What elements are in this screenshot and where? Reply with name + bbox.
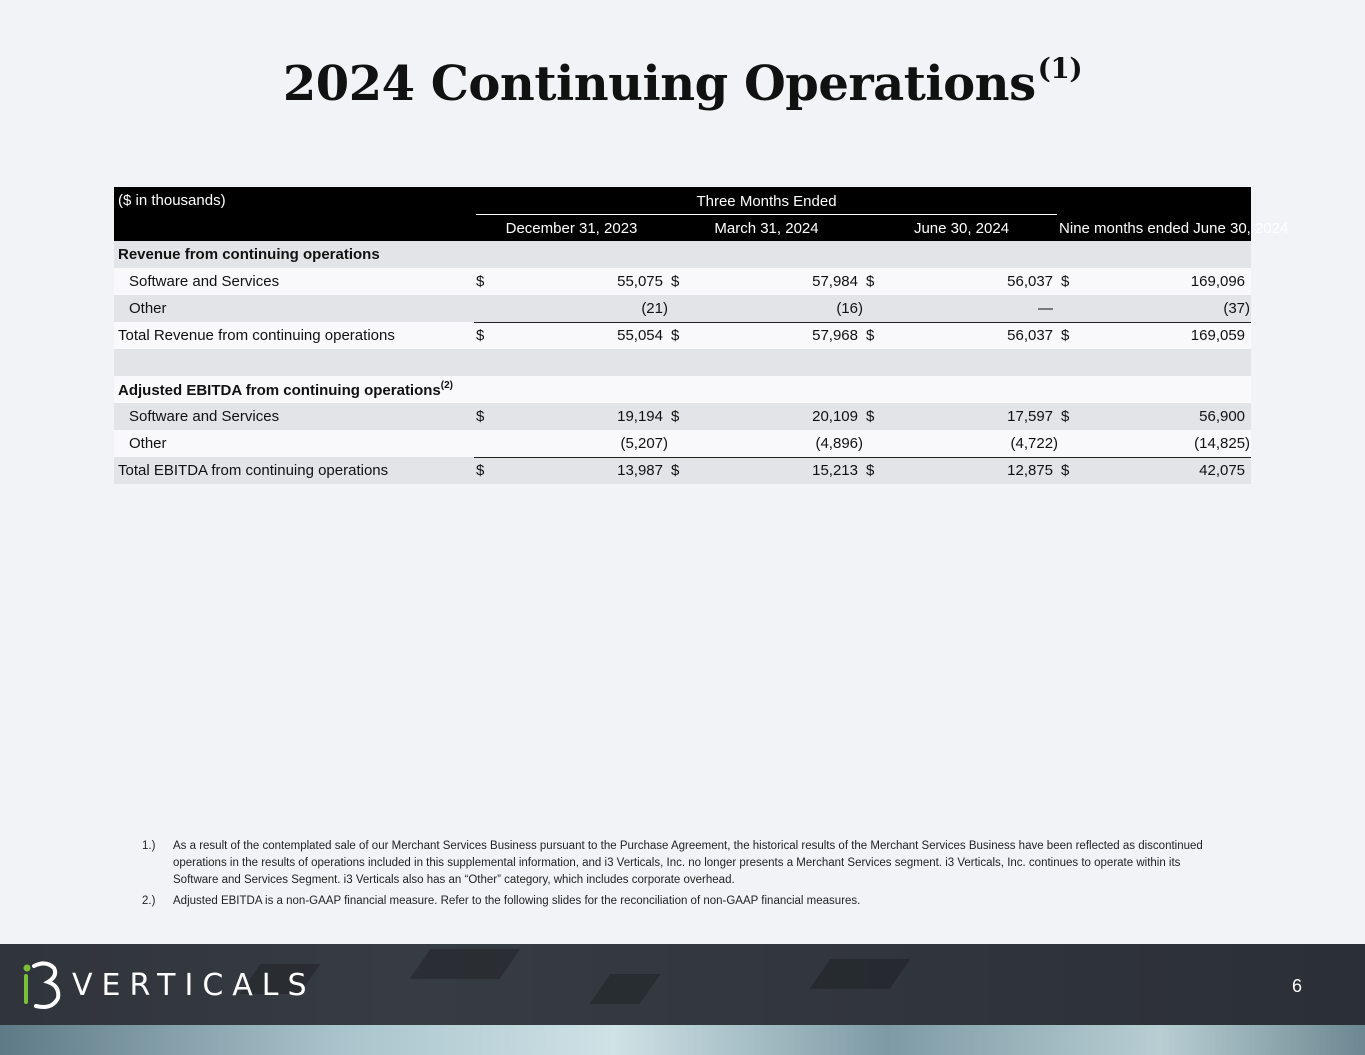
cell-value: (5,207) bbox=[490, 430, 669, 457]
period-header-mar-2024: March 31, 2024 bbox=[669, 215, 864, 241]
revenue-section-row bbox=[114, 241, 1251, 268]
revenue-section-title: Revenue from continuing operations bbox=[114, 241, 474, 268]
footer-banner bbox=[0, 944, 1365, 1055]
footnote-number: 1.) bbox=[142, 840, 156, 852]
cell-value: 55,075 bbox=[490, 268, 669, 295]
ebitda-footnote-ref: (2) bbox=[440, 380, 454, 391]
currency-symbol: $ bbox=[864, 268, 880, 295]
row-label: Other bbox=[114, 430, 474, 457]
title-footnote-ref: (1) bbox=[1037, 52, 1083, 85]
currency-symbol: $ bbox=[474, 403, 490, 430]
cell-value: 169,096 bbox=[1075, 268, 1251, 295]
group-header-divider bbox=[476, 214, 1057, 215]
cell-value: 12,875 bbox=[880, 457, 1059, 484]
cell-value: — bbox=[880, 295, 1059, 322]
currency-symbol: $ bbox=[669, 457, 685, 484]
i3-logo-icon bbox=[22, 958, 62, 1012]
three-months-ended-header bbox=[474, 187, 1059, 215]
footnote-2 bbox=[142, 893, 1217, 910]
cell-value: (37) bbox=[1075, 295, 1251, 322]
cell-value: (16) bbox=[685, 295, 864, 322]
nine-months-header: Nine months ended June 30, 2024 bbox=[1059, 187, 1251, 241]
cell-value: 56,037 bbox=[880, 268, 1059, 295]
currency-symbol: $ bbox=[864, 457, 880, 484]
continuing-operations-table bbox=[114, 187, 1289, 484]
table-row bbox=[114, 295, 1251, 322]
cell-value: 55,054 bbox=[490, 322, 669, 349]
currency-symbol: $ bbox=[1059, 457, 1075, 484]
table-row bbox=[114, 430, 1251, 457]
cell-value: 17,597 bbox=[880, 403, 1059, 430]
period-header-dec-2023: December 31, 2023 bbox=[474, 215, 669, 241]
currency-symbol: $ bbox=[864, 322, 880, 349]
currency-symbol: $ bbox=[1059, 268, 1075, 295]
units-label: ($ in thousands) bbox=[114, 187, 474, 241]
row-label: Total EBITDA from continuing operations bbox=[114, 457, 474, 484]
page-title-text: 2024 Continuing Operations bbox=[282, 56, 1036, 112]
cell-value: (4,896) bbox=[685, 430, 864, 457]
ebitda-section-title bbox=[114, 376, 474, 403]
company-logo bbox=[22, 958, 316, 1012]
page-title bbox=[0, 52, 1365, 112]
page-number: 6 bbox=[1291, 976, 1302, 996]
cell-value: 56,037 bbox=[880, 322, 1059, 349]
currency-symbol: $ bbox=[474, 457, 490, 484]
period-header-jun-2024: June 30, 2024 bbox=[864, 215, 1059, 241]
ebitda-section-row bbox=[114, 376, 1251, 403]
cell-value: (21) bbox=[490, 295, 669, 322]
table-row-total bbox=[114, 457, 1251, 484]
currency-symbol: $ bbox=[669, 268, 685, 295]
cell-value: (4,722) bbox=[880, 430, 1059, 457]
table-header-row-1 bbox=[114, 187, 1251, 215]
table-row bbox=[114, 268, 1251, 295]
cell-value: 19,194 bbox=[490, 403, 669, 430]
cell-value: 169,059 bbox=[1075, 322, 1251, 349]
cell-value: 20,109 bbox=[685, 403, 864, 430]
cell-value: 57,968 bbox=[685, 322, 864, 349]
currency-symbol: $ bbox=[474, 268, 490, 295]
spacer-row bbox=[114, 349, 1251, 376]
ebitda-section-title-text: Adjusted EBITDA from continuing operations bbox=[118, 382, 441, 399]
row-label: Software and Services bbox=[114, 403, 474, 430]
footnotes bbox=[142, 838, 1217, 914]
three-months-ended-label: Three Months Ended bbox=[696, 192, 837, 210]
footer-image-strip bbox=[0, 1025, 1365, 1055]
cell-value: 13,987 bbox=[490, 457, 669, 484]
footnote-text: Adjusted EBITDA is a non-GAAP financial measure. Refer to the following slides for the reconciliation of non-GAAP financial measures. bbox=[173, 895, 861, 907]
currency-symbol: $ bbox=[669, 403, 685, 430]
cell-value: 57,984 bbox=[685, 268, 864, 295]
row-label: Software and Services bbox=[114, 268, 474, 295]
cell-value: (14,825) bbox=[1075, 430, 1251, 457]
currency-symbol: $ bbox=[1059, 403, 1075, 430]
currency-symbol: $ bbox=[669, 322, 685, 349]
table-row-total bbox=[114, 322, 1251, 349]
row-label: Other bbox=[114, 295, 474, 322]
footnote-text: As a result of the contemplated sale of our Merchant Services Business pursuant to the Purchase Agreement, the historical results of the Merchant Services Business have been reflected as discontinued operations in the results of operations included in this supplemental information, and i3 Verticals, Inc. no longer presents a Merchant Services segment. i3 Verticals, Inc. continues to operate within its Software and Services Segment. i3 Verticals also has an “Other” category, which includes corporate overhead. bbox=[173, 840, 1203, 886]
currency-symbol: $ bbox=[474, 322, 490, 349]
footnote-number: 2.) bbox=[142, 895, 156, 907]
cell-value: 42,075 bbox=[1075, 457, 1251, 484]
cell-value: 15,213 bbox=[685, 457, 864, 484]
currency-symbol: $ bbox=[864, 403, 880, 430]
table-row bbox=[114, 403, 1251, 430]
logo-wordmark: VERTICALS bbox=[72, 967, 316, 1003]
footnote-1 bbox=[142, 838, 1217, 889]
currency-symbol: $ bbox=[1059, 322, 1075, 349]
cell-value: 56,900 bbox=[1075, 403, 1251, 430]
row-label: Total Revenue from continuing operations bbox=[114, 322, 474, 349]
